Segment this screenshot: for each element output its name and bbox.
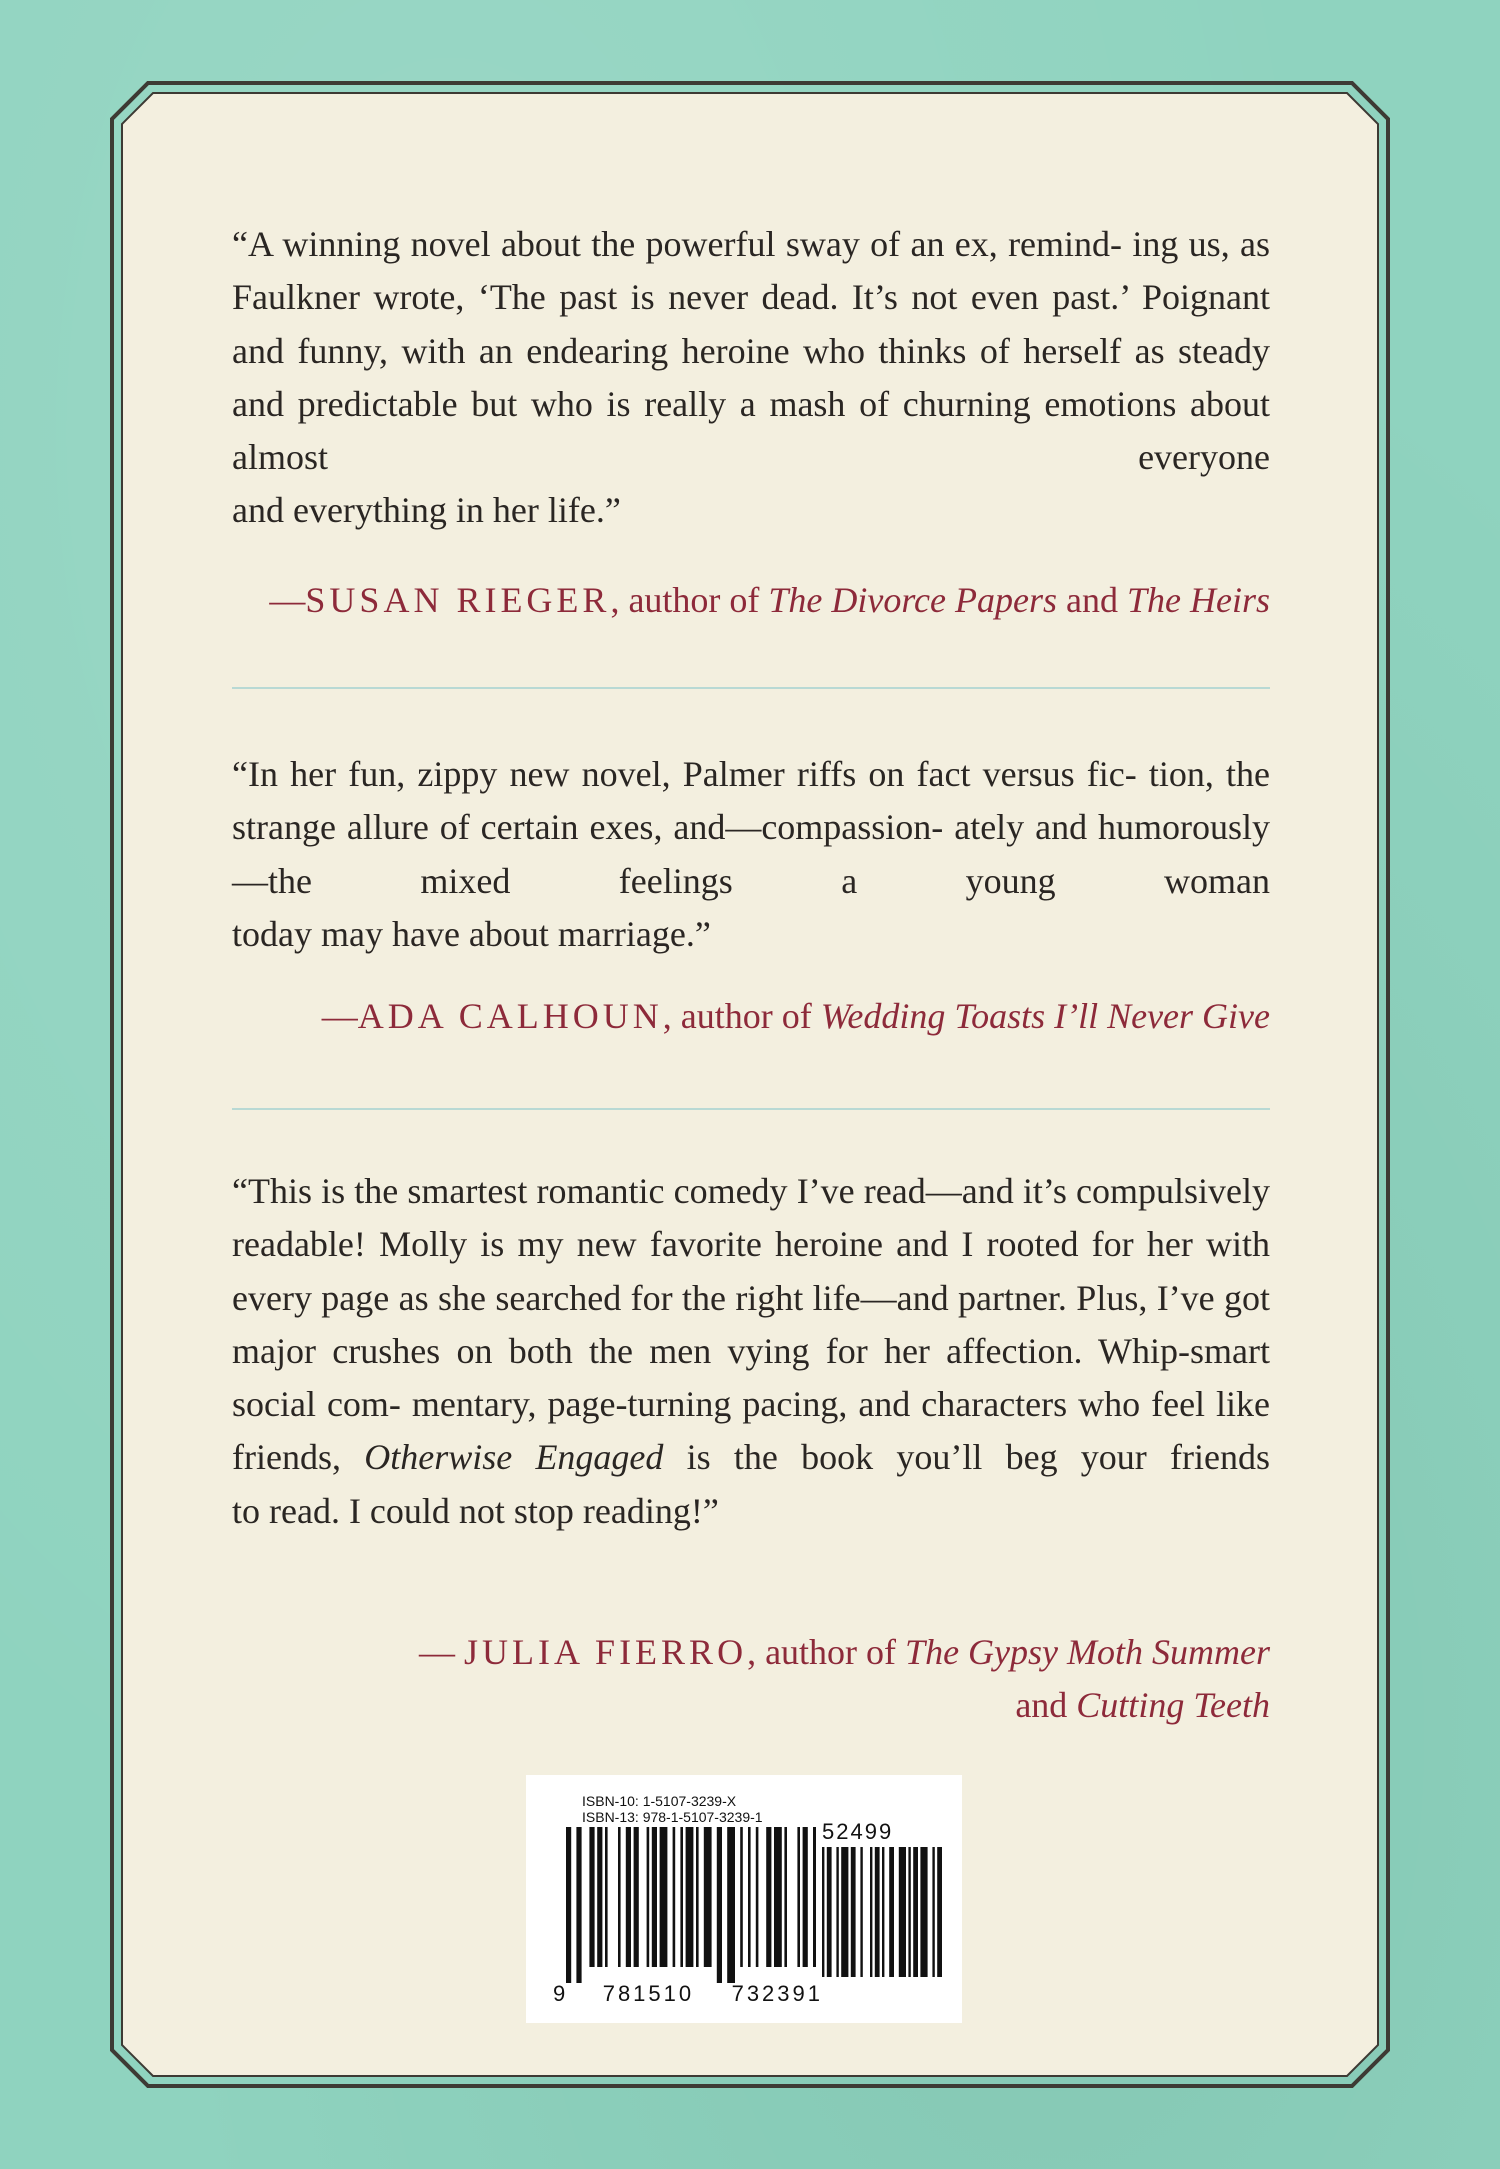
barcode-bar <box>717 1827 722 1983</box>
attribution-1-dash: — <box>269 580 306 620</box>
barcode-bar <box>740 1827 743 1967</box>
quote-text-2 <box>232 748 1270 961</box>
barcode-addon-bars <box>822 1847 944 1997</box>
attribution-1-title-2: The Heirs <box>1127 580 1270 620</box>
barcode-bar <box>748 1827 751 1967</box>
barcode-bar <box>841 1847 848 1977</box>
attribution-2-title-1: Wedding Toasts I’ll Never Give <box>820 996 1270 1036</box>
attribution-1-conj: and <box>1057 580 1127 620</box>
barcode-bar <box>660 1827 668 1967</box>
quote-1-last-line: and everything in her life.” <box>232 490 621 531</box>
barcode-digits-right: 732391 <box>731 1981 823 2006</box>
quote-2-line-2: tion, the strange allure of certain exes, and—compassion- <box>232 754 1271 848</box>
quote-2-last-line: today may have about marriage.” <box>232 913 711 954</box>
barcode-bar <box>626 1827 631 1967</box>
barcode-bar <box>813 1827 816 1967</box>
barcode-bar <box>920 1847 927 1977</box>
attribution-3-title-1: The Gypsy Moth Summer <box>905 1632 1270 1672</box>
barcode-bar <box>913 1847 918 1977</box>
quote-text-3 <box>232 1165 1270 1538</box>
attribution-3-continued <box>1015 1679 1270 1731</box>
attribution-3-text: , author of <box>747 1632 906 1672</box>
barcode-bar <box>597 1827 602 1967</box>
quote-3-line-7 <box>232 1437 1270 1477</box>
barcode-bar <box>576 1827 581 1983</box>
barcode-digits-left: 781510 <box>602 1981 695 2006</box>
barcode-bar <box>673 1827 676 1967</box>
attribution-3-dash: — <box>419 1632 465 1672</box>
barcode-label <box>526 1775 962 2023</box>
quote-3-line-4: right life—and partner. Plus, I’ve got major crushes on both <box>232 1277 1271 1371</box>
quote-3-line-5: the men vying for her affection. Whip-smart social com- <box>232 1330 1271 1425</box>
quote-2-line-3: ately and humorously—the mixed feelings a young woman <box>232 807 1270 901</box>
barcode-bar <box>704 1827 712 1967</box>
barcode-bar <box>899 1847 906 1977</box>
attribution-2 <box>322 990 1270 1042</box>
quote-1-line-3: even past.’ Poignant and funny, with an endearing heroine <box>232 277 1270 371</box>
barcode-bar <box>882 1847 884 1977</box>
barcode-bar <box>566 1827 571 1983</box>
barcode-bar <box>618 1827 621 1967</box>
barcode-bar <box>875 1847 880 1977</box>
attribution-3-conj: and <box>1015 1685 1077 1725</box>
barcode-bar <box>937 1847 942 1977</box>
barcode-bar <box>589 1827 594 1967</box>
quote-3-book-title: Otherwise Engaged <box>364 1437 664 1478</box>
divider-2 <box>232 1108 1270 1110</box>
attribution-2-dash: — <box>321 996 358 1036</box>
quote-1-line-4: who thinks of herself as steady and predictable but who is <box>232 330 1270 424</box>
attribution-3-title-2: Cutting Teeth <box>1076 1685 1270 1725</box>
barcode-bar <box>647 1827 650 1967</box>
barcode-bar <box>605 1827 608 1967</box>
quote-3-line-3: and I rooted for her with every page as she searched for the <box>232 1224 1271 1318</box>
barcode-digit-prefix: 9 <box>553 1981 566 2006</box>
attribution-1 <box>269 574 1270 626</box>
barcode-bar <box>822 1847 824 1977</box>
barcode-bar <box>756 1827 759 1967</box>
barcode-bar <box>784 1827 787 1967</box>
barcode-bar <box>836 1847 838 1977</box>
divider-1 <box>232 687 1270 689</box>
barcode-bar <box>908 1847 910 1977</box>
barcode-bar <box>680 1827 683 1967</box>
quote-2-line-1: “In her fun, zippy new novel, Palmer riffs on fact versus fic- <box>232 754 1137 794</box>
quote-3-line-7-pre: friends, <box>232 1437 365 1478</box>
quote-3-line-7-post: is the book you’ll beg your friends <box>663 1437 1271 1478</box>
quote-1-line-2: ing us, as Faulkner wrote, ‘The past is never dead. It’s not <box>232 224 1271 318</box>
attribution-3-name: JULIA FIERRO <box>464 1632 748 1672</box>
attribution-1-name: SUSAN RIEGER <box>305 580 611 620</box>
barcode-bar <box>860 1847 862 1977</box>
attribution-2-text: , author of <box>662 996 821 1036</box>
attribution-1-title-1: The Divorce Papers <box>768 580 1058 620</box>
barcode-main-bars <box>566 1827 816 1987</box>
barcode-bar <box>797 1827 800 1967</box>
attribution-3 <box>419 1626 1270 1678</box>
barcode-bar <box>652 1827 657 1967</box>
barcode-bar <box>870 1847 872 1977</box>
barcode-bar <box>766 1827 771 1967</box>
barcode-bar <box>851 1847 856 1977</box>
barcode-addon-price: 52499 <box>822 1819 894 1844</box>
barcode-digits <box>553 1981 823 2007</box>
quote-3-line-2: compulsively readable! Molly is my new favorite heroine <box>232 1171 1270 1265</box>
barcode-bar <box>696 1827 699 1967</box>
barcode-bar <box>803 1827 808 1967</box>
barcode-bar <box>932 1847 934 1977</box>
isbn-13: ISBN-13: 978-1-5107-3239-1 <box>582 1809 763 1825</box>
attribution-1-text: , author of <box>610 580 769 620</box>
barcode-bar <box>686 1827 694 1967</box>
attribution-2-name: ADA CALHOUN <box>357 996 663 1036</box>
quote-1-line-5: really a mash of churning emotions about almost everyone <box>232 383 1270 478</box>
quote-3-last-line: to read. I could not stop reading!” <box>232 1490 719 1531</box>
quote-3-line-1: “This is the smartest romantic comedy I’ve read—and it’s <box>232 1171 1067 1211</box>
quote-text-1 <box>232 218 1270 538</box>
barcode-bar <box>727 1827 735 1983</box>
barcode-bar <box>889 1847 894 1977</box>
barcode-bar <box>827 1847 832 1977</box>
quote-1-line-1: “A winning novel about the powerful sway of an ex, remind- <box>232 224 1123 264</box>
barcode-bar <box>774 1827 782 1967</box>
isbn-10: ISBN-10: 1-5107-3239-X <box>582 1793 737 1809</box>
quote-3-line-6: mentary, page-turning pacing, and characters who feel like <box>411 1384 1271 1425</box>
barcode-bar <box>634 1827 639 1967</box>
